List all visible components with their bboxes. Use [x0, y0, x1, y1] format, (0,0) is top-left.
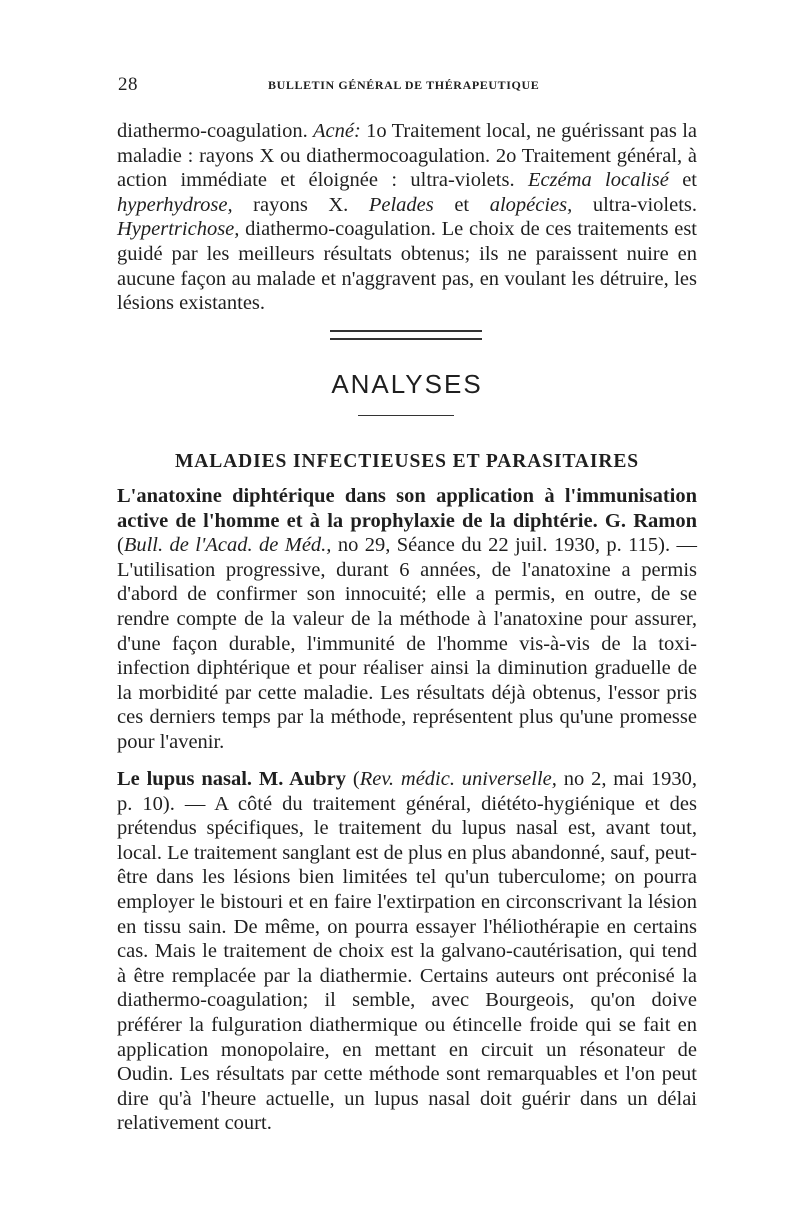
page-number: 28	[118, 74, 138, 95]
article-paragraph: Le lupus nasal. M. Aubry (Rev. médic. universelle, no 2, mai 1930, p. 10). — A côté du traitement général, diététo-hygiénique et des prétendus spécifiques, le traitement du lupus nasal est, avant tout, local. Le traitement sanglant est de plus en plus abandonné, sauf, peut-être dans les lésions bien limitées tel qu'un tuberculome; on pourra employer le bistouri et en faire l'extirpation en circonscrivant la lésion en tissu sain. De même, on pourra essayer l'héliothérapie en certains cas. Mais le traitement de choix est la galvano-cautérisation, qui tend à être remplacée par la diathermie. Certains auteurs ont préconisé la diathermo-coagulation; il semble, avec Bourgeois, qu'on doive préférer la fulguration diathermique ou étincelle froide qui se fait en application monopolaire, en mettant en circuit un résonateur de Oudin. Les résultats par cette méthode sont remarquables et l'on peut dire qu'à l'heure actuelle, un lupus nasal doit guérir dans un délai relativement court.	[117, 768, 697, 1135]
intro-paragraph: diathermo-coagulation. Acné: 1o Traitement local, ne guérissant pas la maladie : rayons X ou diathermocoagulation. 2o Traitement général, à action immédiate et éloignée : ultra-violets. Eczéma localisé et hyperhydrose, rayons X. Pelades et alopécies, ultra-violets. Hypertrichose, diathermo-coagulation. Le choix de ces traitements est guidé par les meilleurs résultats obtenus; ils ne paraissent nuire en aucune façon au malade et n'aggravent pas, en voulant les détruire, les lésions existantes.	[117, 120, 697, 315]
subsection-title: MALADIES INFECTIEUSES ET PARASITAIRES	[174, 451, 640, 472]
short-rule-divider	[358, 415, 454, 416]
journal-title: BULLETIN GÉNÉRAL DE THÉRAPEUTIQUE	[268, 78, 540, 92]
article-body: — L'utilisation progressive, durant 6 années, de l'anatoxine a permis d'abord de confirmer son innocuité; elle a permis, en outre, de se rendre compte de la valeur de la méthode à l'anatoxine pour assurer, d'une façon durable, l'immunité de l'homme vis-à-vis de la toxi-infection diphtérique et pour réaliser ainsi la diminution graduelle de la morbidité par cette maladie. Les résultats déjà obtenus, l'essor pris ces derniers temps par la méthode, représentent plus qu'une promesse pour l'avenir.	[117, 534, 697, 753]
double-rule-divider	[330, 330, 482, 340]
article-anatoxine	[117, 484, 697, 755]
article-lupus-nasal	[117, 767, 697, 1136]
article-author: G. Ramon	[597, 509, 697, 532]
article-reference: no 2, mai 1930, p. 10).	[117, 768, 697, 815]
article-title: L'anatoxine diphtérique dans son application à l'immunisation active de l'homme et à la prophylaxie de la diphtérie.	[117, 485, 697, 532]
article-journal: Bull. de l'Acad. de Méd.,	[123, 534, 332, 557]
article-journal: Rev. médic. universelle,	[359, 768, 557, 790]
running-header	[118, 74, 698, 98]
article-title: Le lupus nasal.	[117, 768, 253, 790]
intro-paragraph-block	[117, 119, 697, 316]
section-title: ANALYSES	[331, 369, 483, 399]
article-paragraph: L'anatoxine diphtérique dans son application à l'immunisation active de l'homme et à la prophylaxie de la diphtérie. G. Ramon (Bull. de l'Acad. de Méd., no 29, Séance du 22 juil. 1930, p. 115). — L'utilisation progressive, durant 6 années, de l'anatoxine a permis d'abord de confirmer son innocuité; elle a permis, en outre, de se rendre compte de la valeur de la méthode à l'anatoxine pour assurer, d'une façon durable, l'immunité de l'homme vis-à-vis de la toxi-infection diphtérique et pour réaliser ainsi la diminution graduelle de la morbidité par cette maladie. Les résultats déjà obtenus, l'essor pris ces derniers temps par la méthode, représentent plus qu'une promesse pour l'avenir.	[117, 485, 697, 753]
article-author: M. Aubry	[252, 768, 353, 790]
article-reference: no 29, Séance du 22 juil. 1930, p. 115).	[331, 534, 671, 557]
article-body: — A côté du traitement général, diététo-hygiénique et des prétendus spécifiques, le traitement du lupus nasal est, avant tout, local. Le traitement sanglant est de plus en plus abandonné, sauf, peut-être dans les lésions bien limitées tel qu'un tuberculome; on pourra employer le bistouri et en faire l'extirpation en circonscrivant la lésion en tissu sain. De même, on pourra essayer l'héliothérapie en certains cas. Mais le traitement de choix est la galvano-cautérisation, qui tend à être remplacée par la diathermie. Certains auteurs ont préconisé la diathermo-coagulation; il semble, avec Bourgeois, qu'on doive préférer la fulguration diathermique ou étincelle froide qui se fait en application monopolaire, en mettant en circuit un résonateur de Oudin. Les résultats par cette méthode sont remarquables et l'on peut dire qu'à l'heure actuelle, un lupus nasal doit guérir dans un délai relativement court.	[117, 792, 697, 1135]
